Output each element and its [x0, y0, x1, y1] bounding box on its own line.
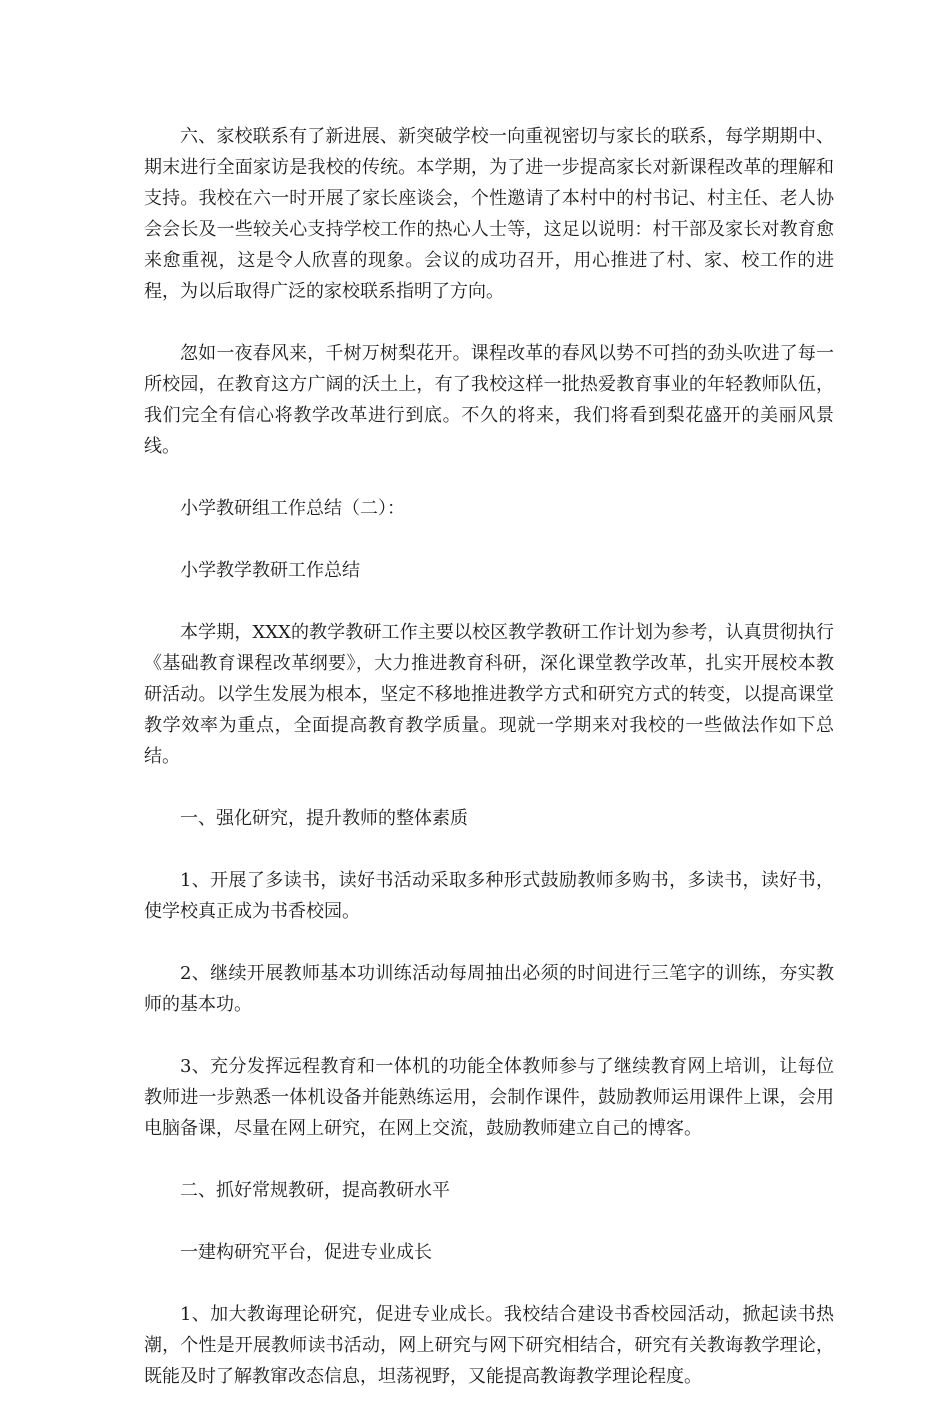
section-title-summary-two: 小学教研组工作总结（二）：: [180, 498, 405, 519]
paragraph-semester-overview: 本学期，XXX的教学教研工作主要以校区教学教研工作计划为参考，认真贯彻执行《基础教育课程改革纲要》，大力推进教育科研，深化课堂教学改革，扎实开展校本教研活动。以学生发展为根本，坚定不移地推进教学方式和研究方式的转变，以提高课堂教学效率为重点，全面提高教育教学质量。现就一学期来对我校的一些做法作如下总结。: [144, 622, 834, 767]
heading-strengthen-research: 一、强化研究，提升教师的整体素质: [180, 808, 468, 829]
paragraph-basic-skills-training: 2、继续开展教师基本功训练活动每周抽出必须的时间进行三笔字的训练，夯实教师的基本功。: [144, 963, 834, 1015]
paragraph-spring-breeze: 忽如一夜春风来，千树万树梨花开。课程改革的春风以势不可挡的劲头吹进了每一所校园，在教育这方广阔的沃土上，有了我校这样一批热爱教育事业的年轻教师队伍，我们完全有信心将教学改革进行到底。不久的将来，我们将看到梨花盛开的美丽风景线。: [144, 343, 834, 457]
paragraph-theory-research: 1、加大教诲理论研究，促进专业成长。我校结合建设书香校园活动，掀起读书热潮，个性是开展教师读书活动，网上研究与网下研究相结合，研究有关教诲教学理论，既能及时了解教窜改态信息，坦荡视野，又能提高教诲教学理论程度。: [144, 1304, 834, 1387]
paragraph-home-school-contact: 六、家校联系有了新进展、新突破学校一向重视密切与家长的联系，每学期期中、期末进行全面家访是我校的传统。本学期，为了进一步提高家长对新课程改革的理解和支持。我校在六一时开展了家长座谈会，个性邀请了本村中的村书记、村主任、老人协会会长及一些较关心支持学校工作的热心人士等，这足以说明：村干部及家长对教育愈来愈重视，这是令人欣喜的现象。会议的成功召开，用心推进了村、家、校工作的进程，为以后取得广泛的家校联系指明了方向。: [144, 126, 834, 302]
heading-research-platform: 一建构研究平台，促进专业成长: [180, 1242, 432, 1263]
document-body: [144, 121, 834, 1423]
paragraph-remote-education: 3、充分发挥远程教育和一体机的功能全体教师参与了继续教育网上培训，让每位教师进一步熟悉一体机设备并能熟练运用，会制作课件，鼓励教师运用课件上课，会用电脑备课，尽量在网上研究，在网上交流，鼓励教师建立自己的博客。: [144, 1056, 834, 1139]
heading-routine-research: 二、抓好常规教研，提高教研水平: [180, 1180, 450, 1201]
paragraph-reading-activity: 1、开展了多读书，读好书活动采取多种形式鼓励教师多购书，多读书，读好书，使学校真正成为书香校园。: [144, 870, 834, 922]
section-title-teaching-research-summary: 小学教学教研工作总结: [180, 560, 360, 581]
